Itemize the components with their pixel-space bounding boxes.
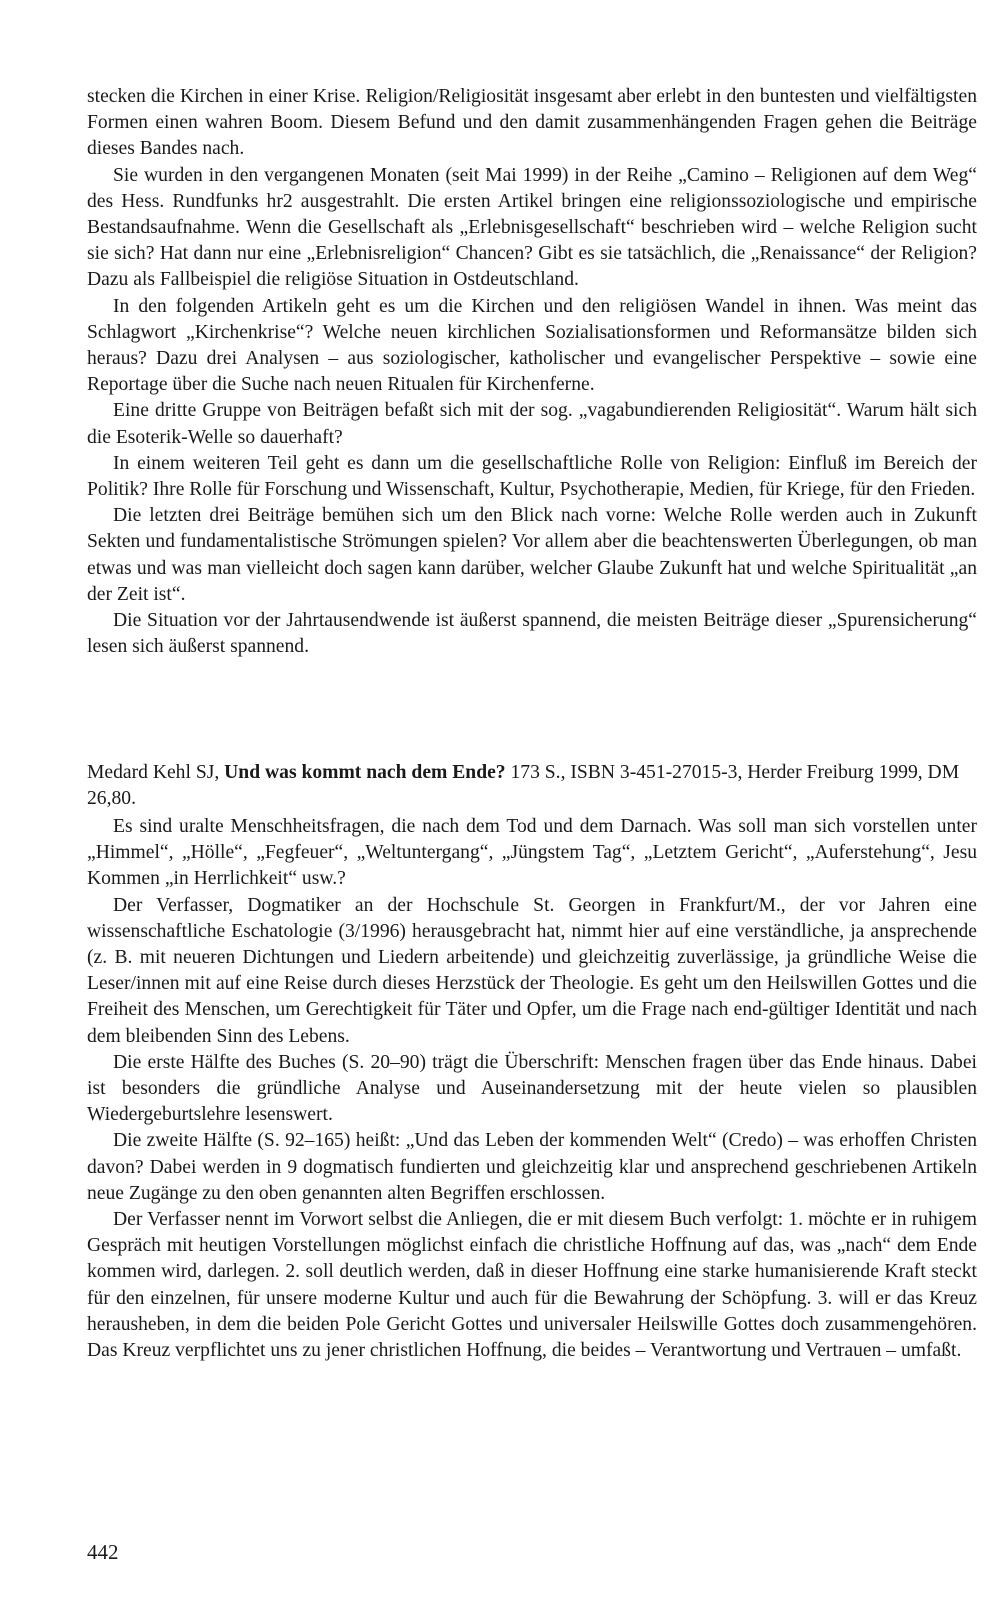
- review-heading: [87, 760, 977, 812]
- paragraph: Der Verfasser, Dogmatiker an der Hochschule St. Georgen in Frankfurt/M., der vor Jahren eine wissenschaftliche Eschatologie (3/1996) herausgebracht hat, nimmt hier auf eine verständliche, ja ansprechende (z. B. mit neueren Dichtungen und Liedern arbeitende) und gleichzeitig zuverlässige, ja gründliche Weise die Leser/innen mit auf eine Reise durch dieses Herzstück der Theologie. Es geht um den Heilswillen Gottes und die Freiheit des Menschen, um Gerechtigkeit für Täter und Opfer, um die Frage nach end-gültiger Identität und nach dem bleibenden Sinn des Lebens.: [87, 894, 977, 1047]
- paragraph: Die zweite Hälfte (S. 92–165) heißt: „Und das Leben der kommenden Welt“ (Credo) – was erhoffen Christen davon? Dabei werden in 9 dogmatisch fundierten und gleichzeitig klar und ansprechend geschriebenen Artikeln neue Zugänge zu den oben genannten alten Begriffen erschlossen.: [87, 1130, 977, 1204]
- review-citation: [87, 760, 977, 812]
- paragraph: Sie wurden in den vergangenen Monaten (seit Mai 1999) in der Reihe „Camino – Religionen auf dem Weg“ des Hess. Rundfunks hr2 ausgestrahlt. Die ersten Artikel bringen eine religionssoziologische und empirische Bestandsaufnahme. Wenn die Gesellschaft als „Erlebnisgesellschaft“ beschrieben wird – welche Religion sucht sie sich? Hat dann nur eine „Erlebnisreligion“ Chancen? Gibt es sie tatsächlich, die „Renaissance“ der Religion? Dazu als Fallbeispiel die religiöse Situation in Ostdeutschland.: [87, 164, 977, 291]
- paragraph: Der Verfasser nennt im Vorwort selbst die Anliegen, die er mit diesem Buch verfolgt: 1. möchte er in ruhigem Gespräch mit heutigen Vorstellungen möglichst einfach die christliche Hoffnung auf das, was „nach“ dem Ende kommen wird, darlegen. 2. soll deutlich werden, daß in dieser Hoffnung eine starke humanisierende Kraft steckt für den einzelnen, für unsere moderne Kultur und auch für die Bewahrung der Schöpfung. 3. will er das Kreuz herausheben, in dem die beiden Pole Gericht Gottes und universaler Heilswille Gottes doch zusammengehören. Das Kreuz verpflichtet uns zu jener christlichen Hoffnung, die beides – Verantwortung und Vertrauen – umfaßt.: [87, 1209, 977, 1362]
- paragraph: Die erste Hälfte des Buches (S. 20–90) trägt die Überschrift: Menschen fragen über das Ende hinaus. Dabei ist besonders die gründliche Analyse und Auseinandersetzung mit der heute vielen so plausiblen Wiedergeburtslehre lesenswert.: [87, 1051, 977, 1126]
- review-title: Und was kommt nach dem Ende?: [224, 762, 506, 783]
- review-text-block: [87, 814, 977, 1364]
- review-author: Medard Kehl SJ,: [87, 762, 220, 783]
- paragraph: Es sind uralte Menschheitsfragen, die nach dem Tod und dem Darnach. Was soll man sich vorstellen unter „Himmel“, „Hölle“, „Fegfeuer“, „Weltuntergang“, „Jüngstem Tag“, „Letztem Gericht“, „Auferstehung“, Jesu Kommen „in Herrlichkeit“ usw.?: [87, 816, 977, 890]
- review-details: 173 S., ISBN 3-451-27015-3, Herder Freiburg 1999, DM 26,80.: [87, 762, 960, 810]
- paragraph: In einem weiteren Teil geht es dann um die gesellschaftliche Rolle von Religion: Einfluß im Bereich der Politik? Ihre Rolle für Forschung und Wissenschaft, Kultur, Psychotherapie, Medien, für Kriege, für den Frieden.: [87, 452, 977, 501]
- paragraph: Eine dritte Gruppe von Beiträgen befaßt sich mit der sog. „vagabundierenden Religiosität“. Warum hält sich die Esoterik-Welle so dauerhaft?: [87, 400, 977, 448]
- paragraph: In den folgenden Artikeln geht es um die Kirchen und den religiösen Wandel in ihnen. Was meint das Schlagwort „Kirchenkrise“? Welche neuen kirchlichen Sozialisationsformen und Reformansätze bilden sich heraus? Dazu drei Analysen – aus soziologischer, katholischer und evangelischer Perspektive – sowie eine Reportage über die Suche nach neuen Ritualen für Kirchenferne.: [87, 295, 977, 396]
- paragraph: Die Situation vor der Jahrtausendwende ist äußerst spannend, die meisten Beiträge dieser „Spurensicherung“ lesen sich äußerst spannend.: [87, 610, 977, 658]
- page-number: 442: [87, 1540, 119, 1564]
- paragraph: stecken die Kirchen in einer Krise. Religion/Religiosität insgesamt aber erlebt in den buntesten und vielfältigsten Formen einen wahren Boom. Diesem Befund und den damit zusammenhängenden Fragen gehen die Beiträge dieses Bandes nach.: [87, 86, 977, 160]
- intro-text-block: [87, 84, 977, 660]
- paragraph: Die letzten drei Beiträge bemühen sich um den Blick nach vorne: Welche Rolle werden auch in Zukunft Sekten und fundamentalistische Strömungen spielen? Vor allem aber die beachtenswerten Überlegungen, ob man etwas und was man vielleicht doch sagen kann darüber, welcher Glaube Zukunft hat und welche Spiritualität „an der Zeit ist“.: [87, 505, 977, 605]
